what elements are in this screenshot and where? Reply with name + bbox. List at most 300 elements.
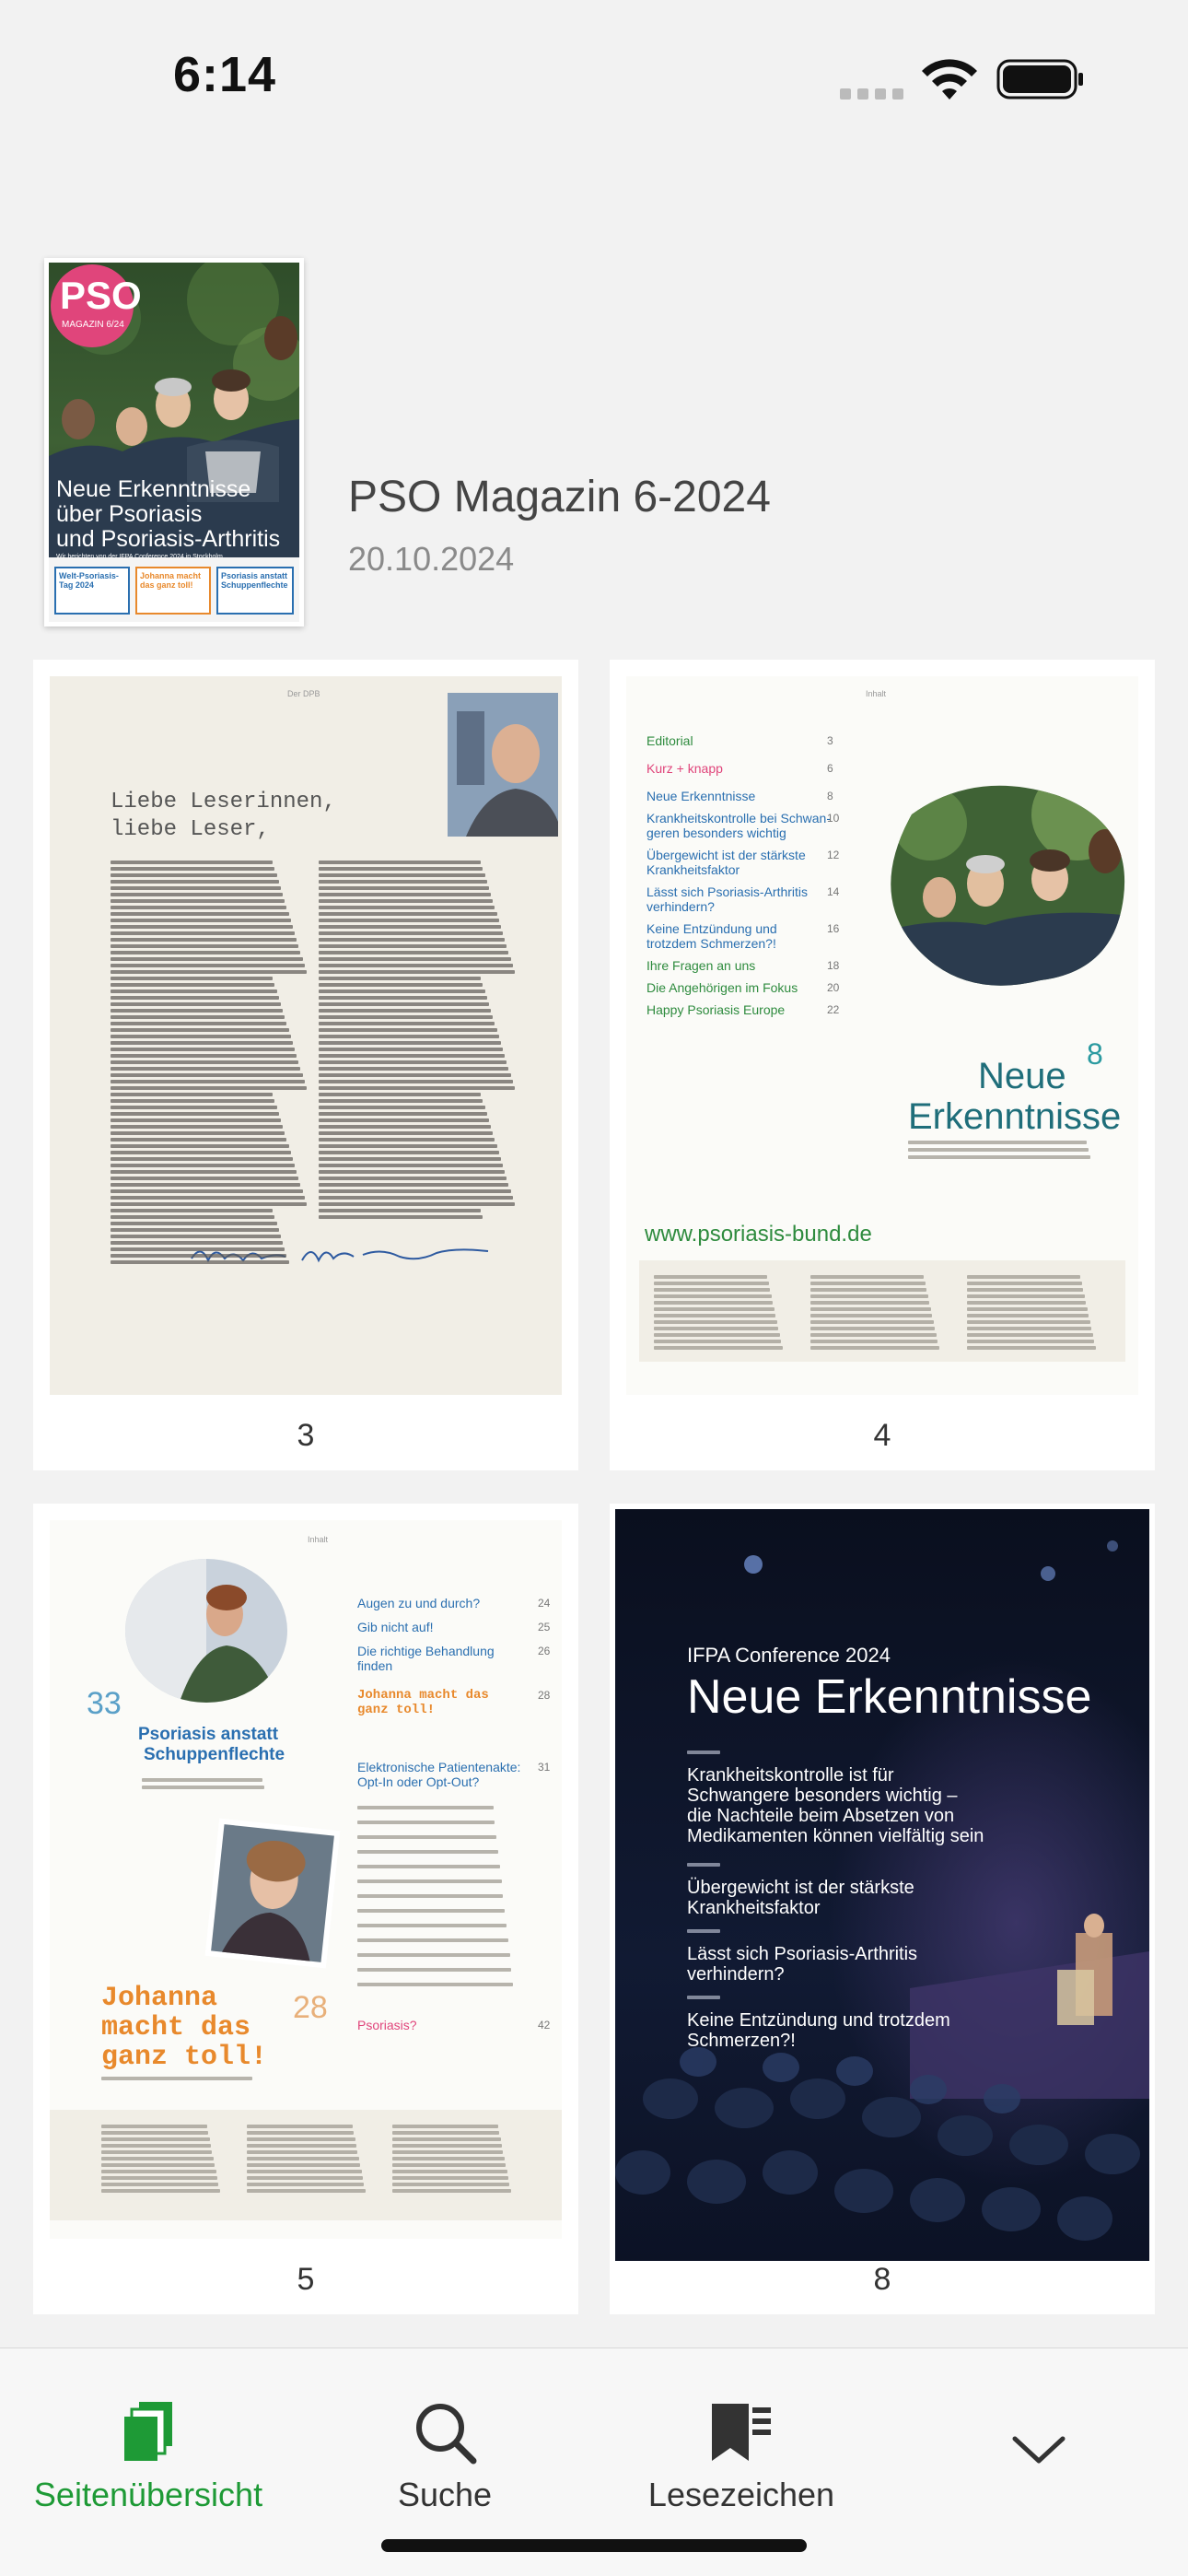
text-line: [111, 1015, 285, 1019]
text-line: [967, 1282, 1082, 1285]
toc-entry: Gib nicht auf!: [357, 1620, 434, 1634]
wifi-icon: [919, 57, 980, 101]
text-line: [247, 2183, 364, 2186]
page-4-header: Inhalt: [866, 689, 887, 698]
toc-page-number: 14: [827, 885, 840, 898]
text-line: [654, 1275, 767, 1279]
text-line: [319, 1209, 481, 1212]
text-line: [392, 2170, 507, 2173]
issue-header[interactable]: [0, 249, 1188, 636]
text-line: [319, 1035, 499, 1038]
toc-page-number: 28: [538, 1689, 551, 1702]
search-icon: [413, 2400, 477, 2465]
text-line: [357, 1894, 503, 1898]
text-line: [810, 1340, 938, 1343]
text-line: [357, 1865, 500, 1868]
toc-page-number: 16: [827, 922, 840, 935]
story-line: Krankheitskontrolle ist für: [687, 1765, 894, 1786]
issue-title: PSO Magazin 6-2024: [348, 473, 771, 521]
text-line: [111, 1222, 277, 1225]
page-4-feature-title-2: Erkenntnisse: [908, 1096, 1122, 1137]
toc-entry: geren besonders wichtig: [646, 825, 786, 840]
editor-portrait: [448, 693, 558, 837]
status-bar: [0, 0, 1188, 157]
text-line: [111, 1131, 285, 1135]
text-line: [392, 2125, 498, 2128]
text-line: [967, 1301, 1086, 1305]
text-line: [247, 2170, 362, 2173]
toc-page-number: 12: [827, 849, 840, 861]
text-line: [111, 983, 274, 987]
text-line: [392, 2183, 509, 2186]
battery-icon: [996, 59, 1085, 100]
text-line: [111, 938, 297, 942]
text-line: [319, 1022, 495, 1025]
text-line: [111, 1067, 300, 1071]
text-line: [357, 1879, 502, 1883]
text-line: [101, 2077, 252, 2080]
text-line: [967, 1340, 1094, 1343]
issue-cover-thumbnail[interactable]: [44, 258, 304, 626]
text-line: [357, 1968, 511, 1972]
text-line: [101, 2144, 211, 2148]
text-line: [654, 1333, 780, 1337]
story-page-label: [687, 1996, 720, 1999]
page-8-preview: [615, 1509, 1149, 2261]
text-line: [319, 1144, 497, 1148]
text-line: [357, 1821, 495, 1824]
text-line: [654, 1346, 783, 1350]
story-line: Übergewicht ist der stärkste: [687, 1878, 914, 1898]
status-time: 6:14: [173, 47, 277, 102]
text-line: [319, 1215, 483, 1219]
story-line: Schmerzen?!: [687, 2031, 796, 2051]
text-line: [392, 2157, 505, 2160]
text-line: [319, 1054, 505, 1058]
text-line: [111, 906, 286, 909]
cover-artwork: [49, 263, 299, 622]
text-line: [101, 2183, 218, 2186]
text-line: [111, 1254, 286, 1258]
text-line: [810, 1320, 934, 1324]
text-line: [319, 1028, 497, 1032]
text-line: [111, 1099, 274, 1103]
text-line: [654, 1288, 770, 1292]
text-line: [101, 2176, 217, 2180]
text-line: [247, 2157, 359, 2160]
text-line: [111, 1196, 305, 1200]
tab-label: Suche: [397, 2476, 493, 2513]
text-line: [654, 1282, 769, 1285]
text-line: [101, 2150, 212, 2154]
text-line: [319, 861, 481, 864]
text-line: [319, 880, 487, 884]
text-line: [319, 1170, 505, 1174]
text-line: [111, 951, 300, 954]
text-line: [357, 1983, 513, 1986]
text-line: [319, 1157, 501, 1161]
text-line: [111, 1041, 293, 1045]
page-thumbnail-4[interactable]: [610, 660, 1155, 1470]
page-5-feature-a-title-1: Psoriasis anstatt: [138, 1725, 279, 1744]
text-line: [967, 1307, 1088, 1311]
text-line: [111, 1118, 281, 1122]
toc-entry: verhindern?: [646, 899, 715, 914]
text-line: [247, 2137, 355, 2141]
text-line: [111, 1138, 286, 1142]
story-line: Krankheitsfaktor: [687, 1898, 821, 1918]
signature-image: [298, 1240, 492, 1268]
tab-search[interactable]: [297, 2348, 593, 2533]
cover-logo-text: PSO: [60, 274, 142, 317]
text-line: [319, 925, 501, 929]
text-line: [319, 899, 493, 903]
text-line: [111, 1209, 273, 1212]
text-line: [101, 2189, 220, 2193]
text-line: [810, 1301, 929, 1305]
story-page-label: [687, 1929, 720, 1933]
toc-page-number: 31: [538, 1761, 551, 1774]
text-line: [319, 1099, 483, 1103]
toc-entry: Die richtige Behandlung: [357, 1644, 495, 1658]
cover-headline-2: über Psoriasis: [56, 501, 203, 527]
toc-entry: Neue Erkenntnisse: [646, 789, 756, 803]
text-line: [810, 1327, 935, 1330]
text-line: [810, 1275, 924, 1279]
text-line: [357, 1924, 507, 1927]
text-line: [111, 1022, 286, 1025]
text-line: [908, 1148, 1089, 1152]
text-line: [319, 1048, 503, 1051]
text-line: [319, 1177, 507, 1180]
text-line: [111, 1164, 295, 1167]
text-line: [319, 1106, 485, 1109]
text-line: [319, 977, 481, 980]
cover-headline-1: Neue Erkenntnisse: [56, 476, 251, 502]
text-line: [357, 1806, 494, 1809]
text-line: [392, 2189, 511, 2193]
tab-label: Seitenübersicht: [33, 2476, 263, 2513]
pages-icon: [119, 2400, 178, 2463]
toc-page-number: 18: [827, 959, 840, 972]
page-5-feature-b-number: 28: [293, 1990, 328, 2025]
text-line: [967, 1346, 1096, 1350]
toc-entry: finden: [357, 1658, 393, 1673]
toc-entry: Lässt sich Psoriasis-Arthritis: [646, 884, 809, 899]
toc-page-number: 20: [827, 981, 840, 994]
text-line: [357, 1850, 498, 1854]
page-3-preview: [50, 676, 562, 1395]
text-line: [101, 2125, 207, 2128]
text-line: [247, 2163, 360, 2167]
text-line: [111, 1241, 283, 1245]
home-indicator: [381, 2539, 807, 2552]
text-line: [111, 925, 293, 929]
text-line: [319, 983, 483, 987]
text-line: [111, 1106, 277, 1109]
tab-bookmarks[interactable]: [593, 2348, 890, 2533]
page-number: 8: [873, 2262, 891, 2297]
text-line: [319, 1041, 501, 1045]
text-line: [654, 1327, 778, 1330]
page-4-preview: [626, 676, 1138, 1395]
cover-box-2: Johanna macht das ganz toll!: [135, 567, 211, 615]
toc-page-number: 42: [538, 2019, 551, 2032]
text-line: [111, 1028, 289, 1032]
text-line: [319, 1060, 507, 1064]
text-line: [319, 989, 485, 993]
cover-box-3: Psoriasis anstatt Schuppenflechte: [216, 567, 294, 615]
tab-more[interactable]: [890, 2348, 1188, 2533]
text-line: [357, 1938, 508, 1942]
text-line: [111, 1002, 281, 1006]
text-line: [810, 1333, 937, 1337]
page-5-feature-b-title-3: ganz toll!: [101, 2042, 268, 2073]
text-line: [111, 893, 283, 896]
text-line: [111, 931, 295, 935]
text-line: [111, 1235, 281, 1238]
page-5-feature-b-title-2: macht das: [101, 2012, 251, 2043]
text-line: [111, 912, 289, 916]
text-line: [319, 1009, 491, 1013]
page-thumbnail-5[interactable]: [33, 1504, 578, 2314]
text-line: [319, 1112, 487, 1116]
text-line: [392, 2163, 506, 2167]
text-line: [908, 1141, 1087, 1144]
text-line: [111, 989, 277, 993]
text-line: [111, 861, 273, 864]
toc-page-number: 3: [827, 734, 833, 747]
text-line: [111, 1112, 279, 1116]
text-line: [810, 1282, 926, 1285]
cover-subline: Wir berichten von der IFPA Conference 2024 in Stockholm: [56, 554, 223, 560]
page-3-greeting: Liebe Leserinnen, liebe Leser,: [111, 790, 336, 842]
text-line: [111, 1080, 305, 1083]
toc-entry: Editorial: [646, 733, 693, 748]
toc-entry: Elektronische Patientenakte:: [357, 1760, 521, 1774]
text-line: [247, 2144, 356, 2148]
text-line: [392, 2137, 501, 2141]
text-line: [111, 1177, 298, 1180]
text-line: [111, 1125, 283, 1129]
text-line: [967, 1327, 1091, 1330]
text-line: [111, 1260, 289, 1264]
text-line: [319, 1138, 495, 1142]
text-line: [319, 1073, 511, 1077]
text-line: [111, 1247, 285, 1251]
text-line: [319, 1093, 481, 1096]
toc-entry: trotzdem Schmerzen?!: [646, 936, 776, 951]
text-line: [319, 873, 485, 877]
text-line: [111, 977, 273, 980]
text-line: [111, 1060, 298, 1064]
text-line: [111, 1202, 307, 1206]
text-line: [319, 1125, 491, 1129]
text-line: [319, 964, 513, 967]
text-line: [319, 1086, 515, 1090]
text-line: [319, 886, 489, 890]
text-line: [247, 2189, 366, 2193]
text-line: [319, 1151, 499, 1154]
page-4-feature-number: 8: [1087, 1037, 1103, 1071]
text-line: [111, 873, 277, 877]
toc-page-number: 26: [538, 1645, 551, 1657]
page-8-title: Neue Erkenntnisse: [687, 1670, 1092, 1724]
story-line: die Nachteile beim Absetzen von: [687, 1806, 955, 1826]
story-page-label: [687, 1863, 720, 1867]
text-line: [654, 1340, 781, 1343]
text-line: [319, 957, 511, 961]
text-line: [810, 1346, 939, 1350]
toc-entry: Übergewicht ist der stärkste: [646, 848, 806, 862]
text-line: [967, 1275, 1080, 1279]
text-line: [967, 1294, 1085, 1298]
cover-box-1: Welt-Psoriasis-Tag 2024: [54, 567, 130, 615]
page-5-preview: [50, 1520, 562, 2239]
text-line: [319, 1002, 489, 1006]
text-line: [111, 1183, 300, 1187]
text-line: [654, 1320, 777, 1324]
text-line: [111, 1009, 283, 1013]
page-4-feature-title-1: Neue: [978, 1056, 1066, 1096]
toc-page-number: 24: [538, 1597, 551, 1610]
story-line: Schwangere besonders wichtig –: [687, 1786, 958, 1806]
page-thumbnail-8[interactable]: [610, 1504, 1155, 2314]
text-line: [319, 1118, 489, 1122]
text-line: [101, 2170, 216, 2173]
girl-photo: [205, 1819, 341, 1969]
text-line: [111, 1073, 303, 1077]
text-line: [111, 1170, 297, 1174]
text-line: [392, 2144, 502, 2148]
page-5-feature-a-title-2: Schuppenflechte: [144, 1745, 285, 1764]
text-line: [319, 1202, 515, 1206]
text-line: [810, 1294, 928, 1298]
text-line: [111, 1035, 291, 1038]
toc-entry: ganz toll!: [357, 1703, 436, 1717]
text-line: [357, 1909, 505, 1913]
text-line: [319, 1080, 513, 1083]
text-line: [111, 867, 274, 871]
text-line: [111, 886, 281, 890]
text-line: [111, 970, 307, 974]
text-line: [357, 1953, 510, 1957]
text-line: [111, 1157, 293, 1161]
tab-label: Lesezeichen: [647, 2476, 835, 2513]
page-number: 3: [297, 1418, 315, 1453]
toc-page-number: 22: [827, 1003, 840, 1016]
page-3-header: Der DPB: [287, 689, 320, 698]
text-line: [319, 919, 499, 922]
text-line: [111, 1215, 274, 1219]
toc-page-number: 10: [827, 812, 840, 825]
text-line: [319, 1196, 513, 1200]
text-line: [142, 1786, 264, 1789]
toc-page-number: 6: [827, 762, 833, 775]
text-line: [111, 957, 303, 961]
text-line: [111, 1151, 291, 1154]
page-number: 4: [873, 1418, 891, 1453]
text-line: [111, 1144, 289, 1148]
text-line: [111, 899, 285, 903]
text-line: [810, 1288, 926, 1292]
text-line: [319, 1067, 508, 1071]
text-line: [247, 2150, 357, 2154]
text-line: [319, 1183, 508, 1187]
page-5-feature-b-title-1: Johanna: [101, 1983, 218, 2014]
text-line: [654, 1307, 775, 1311]
toc-entry: Krankheitsfaktor: [646, 862, 740, 877]
toc-entry: Opt-In oder Opt-Out?: [357, 1774, 480, 1789]
text-line: [357, 1835, 496, 1839]
text-line: [392, 2131, 499, 2135]
toc-entry: Kurz + knapp: [646, 761, 723, 776]
text-line: [111, 880, 279, 884]
text-line: [111, 964, 305, 967]
story-line: Keine Entzündung und trotzdem: [687, 2010, 950, 2031]
page-4-photo: [875, 778, 1133, 1017]
toc-entry: Ihre Fragen an uns: [646, 958, 756, 973]
text-line: [654, 1301, 773, 1305]
text-line: [111, 1093, 273, 1096]
text-line: [810, 1307, 931, 1311]
text-line: [111, 919, 291, 922]
text-line: [111, 1189, 303, 1193]
story-line: Medikamenten können vielfältig sein: [687, 1826, 984, 1846]
cover-issue-label: MAGAZIN 6/24: [62, 320, 124, 330]
text-line: [319, 931, 503, 935]
toc-entry: Johanna macht das: [357, 1688, 489, 1703]
text-line: [247, 2176, 363, 2180]
text-line: [111, 944, 298, 948]
text-line: [319, 867, 483, 871]
page-5-header: Inhalt: [308, 1535, 329, 1544]
toc-page-number: 8: [827, 790, 833, 802]
story-line: verhindern?: [687, 1964, 785, 1985]
text-line: [319, 1131, 493, 1135]
text-line: [319, 893, 491, 896]
page-thumbnail-3[interactable]: [33, 660, 578, 1470]
toc-entry: Die Angehörigen im Fokus: [646, 980, 798, 995]
text-line: [319, 1164, 503, 1167]
text-line: [319, 912, 497, 916]
text-line: [101, 2157, 214, 2160]
text-line: [101, 2163, 215, 2167]
toc-entry: Keine Entzündung und: [646, 921, 777, 936]
tab-page-overview[interactable]: [0, 2348, 297, 2533]
text-line: [101, 2137, 210, 2141]
page-8-kicker: IFPA Conference 2024: [687, 1644, 891, 1667]
text-line: [392, 2150, 503, 2154]
text-line: [319, 906, 495, 909]
text-line: [908, 1155, 1090, 1159]
text-line: [319, 944, 507, 948]
text-line: [810, 1314, 932, 1317]
issue-date: 20.10.2024: [348, 540, 515, 578]
story-line: Lässt sich Psoriasis-Arthritis: [687, 1944, 918, 1964]
toc-entry: Augen zu und durch?: [357, 1596, 481, 1610]
cellular-signal-icon: [840, 88, 904, 100]
text-line: [967, 1288, 1083, 1292]
text-line: [319, 951, 508, 954]
text-line: [111, 1054, 297, 1058]
text-line: [111, 996, 279, 1000]
text-line: [967, 1314, 1089, 1317]
text-line: [319, 1015, 493, 1019]
text-line: [967, 1333, 1093, 1337]
presenter-photo: [123, 1557, 289, 1704]
text-line: [319, 938, 505, 942]
